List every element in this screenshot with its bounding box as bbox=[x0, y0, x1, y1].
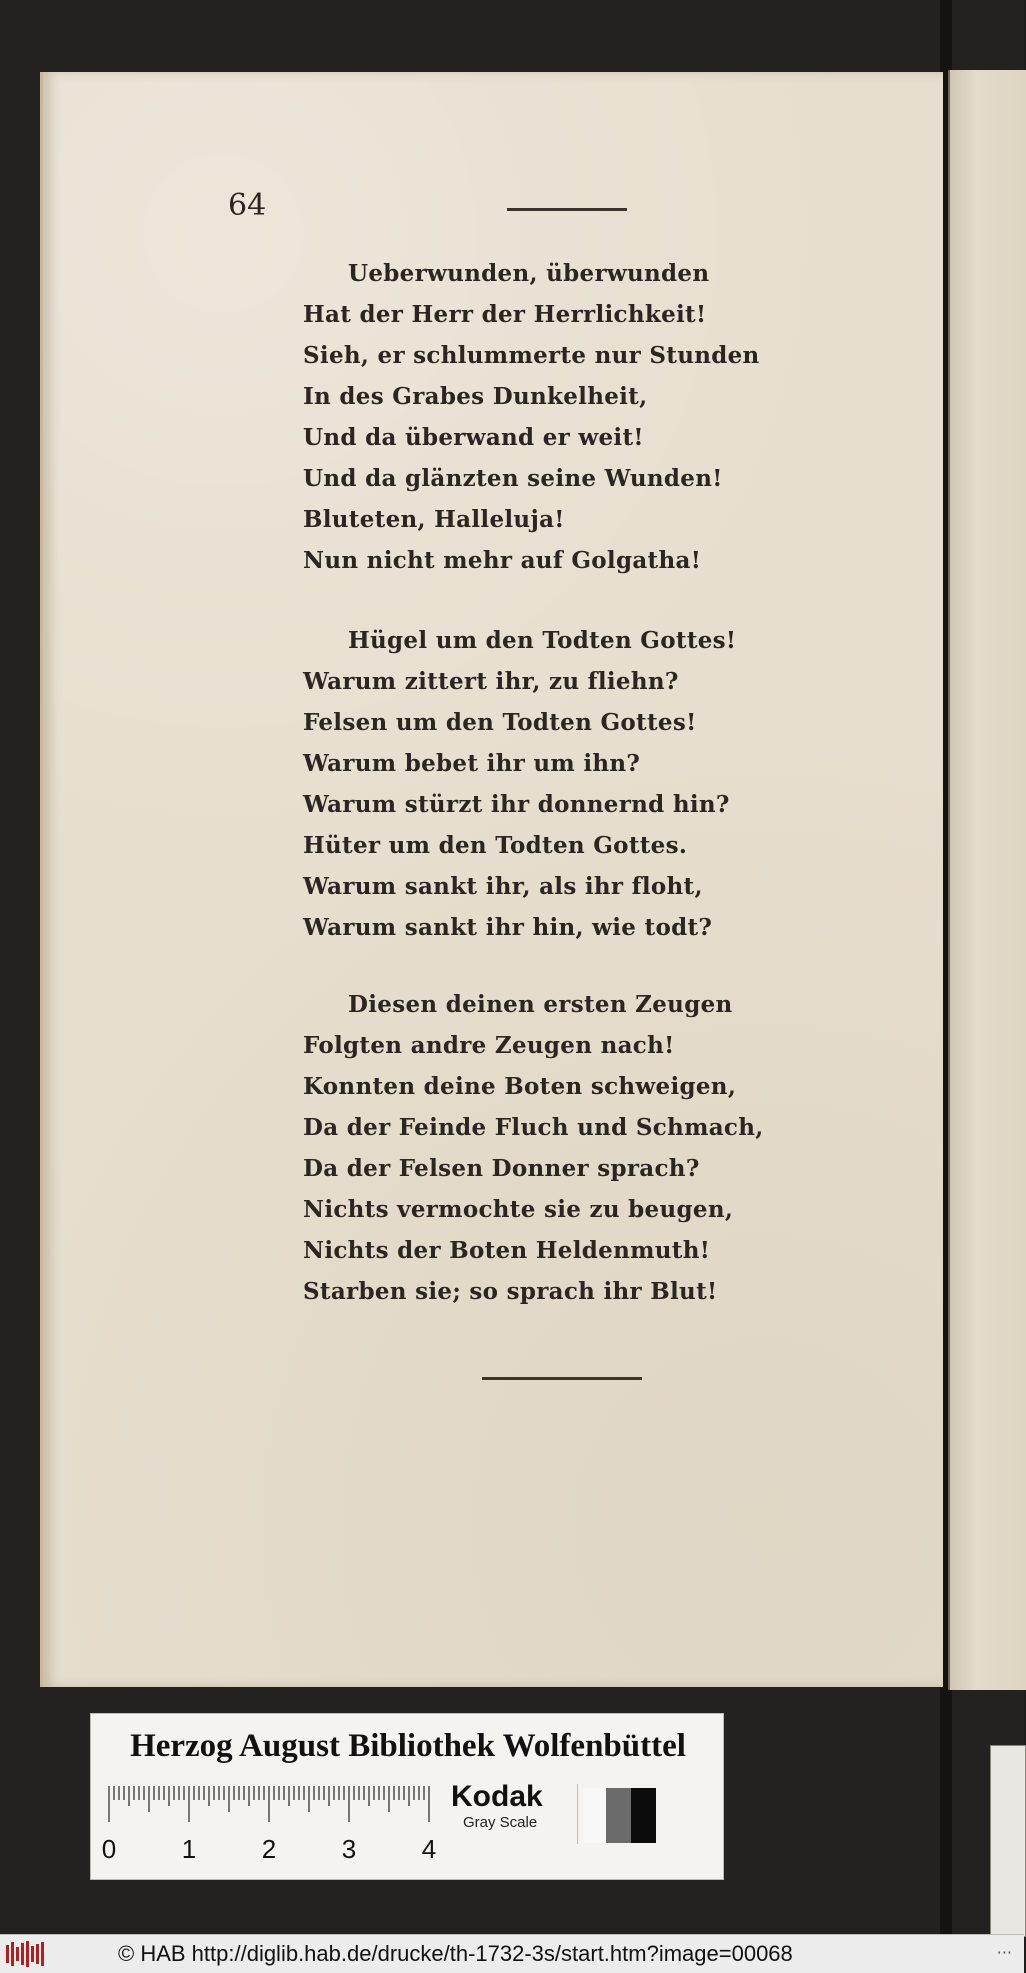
verse-line: Folgten andre Zeugen nach! bbox=[303, 1032, 675, 1059]
verse-line: Ueberwunden, überwunden bbox=[348, 260, 710, 287]
side-calibration-label bbox=[990, 1745, 1026, 1937]
verse-line: Bluteten, Halleluja! bbox=[303, 506, 565, 533]
verse-line: Sieh, er schlummerte nur Stunden bbox=[303, 342, 760, 369]
more-options-icon[interactable]: ··· bbox=[996, 1943, 1012, 1962]
verse-line: Und da überwand er weit! bbox=[303, 424, 644, 451]
header-rule bbox=[507, 208, 627, 211]
stanza-1 bbox=[303, 253, 763, 581]
ruler-number: 0 bbox=[101, 1834, 117, 1864]
verse-line: Nichts der Boten Heldenmuth! bbox=[303, 1237, 711, 1264]
verse-line: Und da glänzten seine Wunden! bbox=[303, 465, 723, 492]
ruler-ticks bbox=[109, 1786, 429, 1822]
hab-logo-icon[interactable] bbox=[6, 1941, 46, 1967]
stanza-3 bbox=[303, 984, 763, 1312]
verse-line: Nichts vermochte sie zu beugen, bbox=[303, 1196, 734, 1223]
swatch-black bbox=[631, 1788, 656, 1843]
swatch-divider bbox=[577, 1784, 578, 1844]
verse-line: Konnten deine Boten schweigen, bbox=[303, 1073, 737, 1100]
facing-page-edge bbox=[948, 70, 1026, 1690]
verse-line: Warum sankt ihr hin, wie todt? bbox=[303, 914, 713, 941]
status-url-text[interactable]: © HAB http://diglib.hab.de/drucke/th-1732-3s/start.htm?image=00068 bbox=[118, 1941, 793, 1966]
verse-line: Da der Feinde Fluch und Schmach, bbox=[303, 1114, 764, 1141]
verse-line: Warum bebet ihr um ihn? bbox=[303, 750, 641, 777]
color-calibration-bar bbox=[90, 1713, 724, 1880]
ruler-number: 4 bbox=[421, 1834, 437, 1864]
verse-line: Starben sie; so sprach ihr Blut! bbox=[303, 1278, 718, 1305]
ruler-number: 2 bbox=[261, 1834, 277, 1864]
swatch-gray bbox=[606, 1788, 631, 1843]
verse-line: Hat der Herr der Herrlichkeit! bbox=[303, 301, 707, 328]
verse-line: Da der Felsen Donner sprach? bbox=[303, 1155, 700, 1182]
page-number: 64 bbox=[228, 188, 267, 223]
library-name: Herzog August Bibliothek Wolfenbüttel bbox=[130, 1728, 686, 1764]
kodak-subtitle: Gray Scale bbox=[463, 1814, 538, 1831]
verse-line: Felsen um den Todten Gottes! bbox=[303, 709, 697, 736]
ruler-number: 1 bbox=[181, 1834, 197, 1864]
status-bar bbox=[0, 1934, 1024, 1973]
verse-line: Hüter um den Todten Gottes. bbox=[303, 832, 688, 859]
stanza-2 bbox=[303, 620, 763, 948]
verse-line: In des Grabes Dunkelheit, bbox=[303, 383, 648, 410]
verse-line: Warum stürzt ihr donnernd hin? bbox=[303, 791, 730, 818]
verse-line: Nun nicht mehr auf Golgatha! bbox=[303, 547, 702, 574]
verse-line: Warum zittert ihr, zu fliehn? bbox=[303, 668, 679, 695]
verse-line: Hügel um den Todten Gottes! bbox=[348, 627, 737, 654]
verse-line: Warum sankt ihr, als ihr floht, bbox=[303, 873, 703, 900]
footer-rule bbox=[482, 1377, 642, 1380]
verse-line: Diesen deinen ersten Zeugen bbox=[348, 991, 733, 1018]
kodak-brand: Kodak bbox=[451, 1780, 543, 1813]
swatch-white bbox=[583, 1788, 606, 1843]
ruler-number: 3 bbox=[341, 1834, 357, 1864]
